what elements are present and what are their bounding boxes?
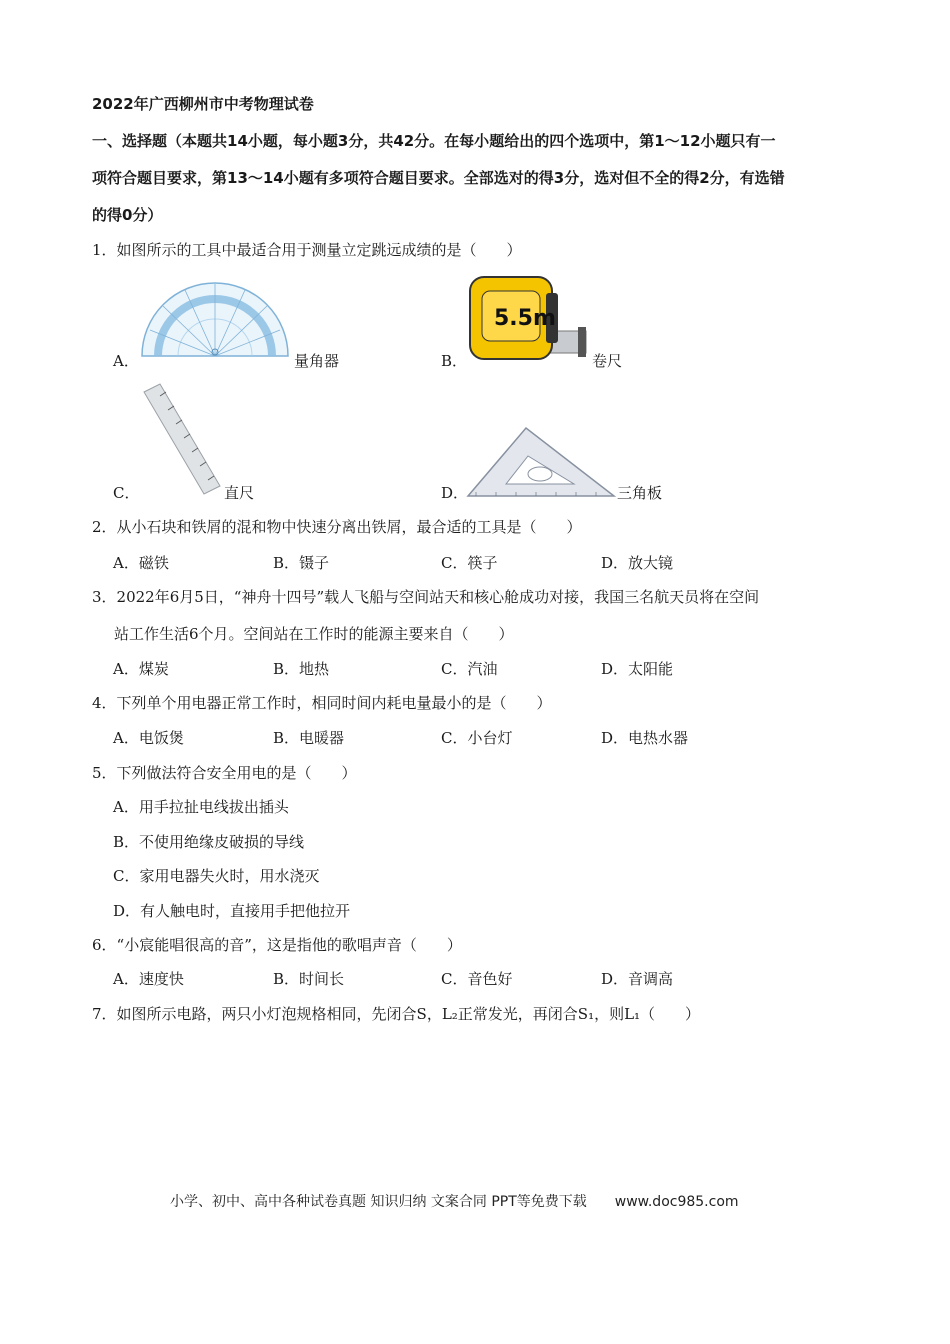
question-5-stem: 5．下列做法符合安全用电的是（ ） [92, 764, 357, 782]
q6-option-a: A．速度快 [113, 970, 184, 988]
question-4-stem: 4．下列单个用电器正常工作时，相同时间内耗电量最小的是（ ） [92, 694, 552, 712]
q5-option-a: A．用手拉扯电线拔出插头 [113, 798, 289, 816]
question-3-stem-line1: 3．2022年6月5日，“神舟十四号”载人飞船与空间站天和核心舱成功对接，我国三名航天员将在空间 [92, 588, 760, 606]
q1-option-c-caption: 直尺 [224, 484, 255, 502]
q3-option-b: B．地热 [273, 660, 330, 678]
question-7-stem: 7．如图所示电路，两只小灯泡规格相同，先闭合S，L₂正常发光，再闭合S₁，则L₁（ ） [92, 1005, 701, 1023]
q6-option-b: B．时间长 [273, 970, 345, 988]
q4-option-d: D．电热水器 [601, 729, 689, 747]
question-6-stem: 6．“小宸能唱很高的音”，这是指他的歌唱声音（ ） [92, 936, 462, 954]
q3-option-c: C．汽油 [441, 660, 498, 678]
q1-option-c-label: C． [113, 484, 140, 502]
q1-option-d-label: D． [441, 484, 469, 502]
tape-measure-icon [466, 273, 590, 363]
q2-option-d: D．放大镜 [601, 554, 674, 572]
section-instructions-line2: 项符合题目要求，第13～14小题有多项符合题目要求。全部选对的得3分，选对但不全的得2分，有选错 [92, 169, 785, 187]
q5-option-b: B．不使用绝缘皮破损的导线 [113, 833, 305, 851]
q2-option-b: B．镊子 [273, 554, 330, 572]
protractor-icon [138, 278, 292, 358]
section-instructions-line3: 的得0分） [92, 206, 163, 224]
ruler-icon [138, 382, 224, 498]
question-3-stem-line2: 站工作生活6个月。空间站在工作时的能源主要来自（ ） [114, 625, 514, 643]
q1-option-b-label: B． [441, 352, 468, 370]
q2-option-a: A．磁铁 [113, 554, 169, 572]
q3-option-d: D．太阳能 [601, 660, 674, 678]
q6-option-c: C．音色好 [441, 970, 513, 988]
q4-option-c: C．小台灯 [441, 729, 513, 747]
q2-option-c: C．筷子 [441, 554, 498, 572]
q6-option-d: D．音调高 [601, 970, 674, 988]
tape-size-text: 5.5m [494, 306, 556, 331]
q1-option-a-label: A． [113, 352, 139, 370]
page-footer: 小学、初中、高中各种试卷真题 知识归纳 文案合同 PPT等免费下载 www.doc985.com [170, 1194, 739, 1210]
set-square-icon [466, 426, 616, 498]
q5-option-d: D．有人触电时，直接用手把他拉开 [113, 902, 351, 920]
question-1-stem: 1．如图所示的工具中最适合用于测量立定跳远成绩的是（ ） [92, 241, 522, 259]
q1-option-b-caption: 卷尺 [592, 352, 623, 370]
page-title: 2022年广西柳州市中考物理试卷 [92, 95, 314, 113]
section-instructions-line1: 一、选择题（本题共14小题，每小题3分，共42分。在每小题给出的四个选项中，第1～12小题只有一 [92, 132, 776, 150]
q3-option-a: A．煤炭 [113, 660, 169, 678]
q4-option-a: A．电饭煲 [113, 729, 184, 747]
q5-option-c: C．家用电器失火时，用水浇灭 [113, 867, 320, 885]
q4-option-b: B．电暖器 [273, 729, 345, 747]
q1-option-a-caption: 量角器 [294, 352, 340, 370]
question-2-stem: 2．从小石块和铁屑的混和物中快速分离出铁屑，最合适的工具是（ ） [92, 518, 582, 536]
q1-option-d-caption: 三角板 [617, 484, 663, 502]
